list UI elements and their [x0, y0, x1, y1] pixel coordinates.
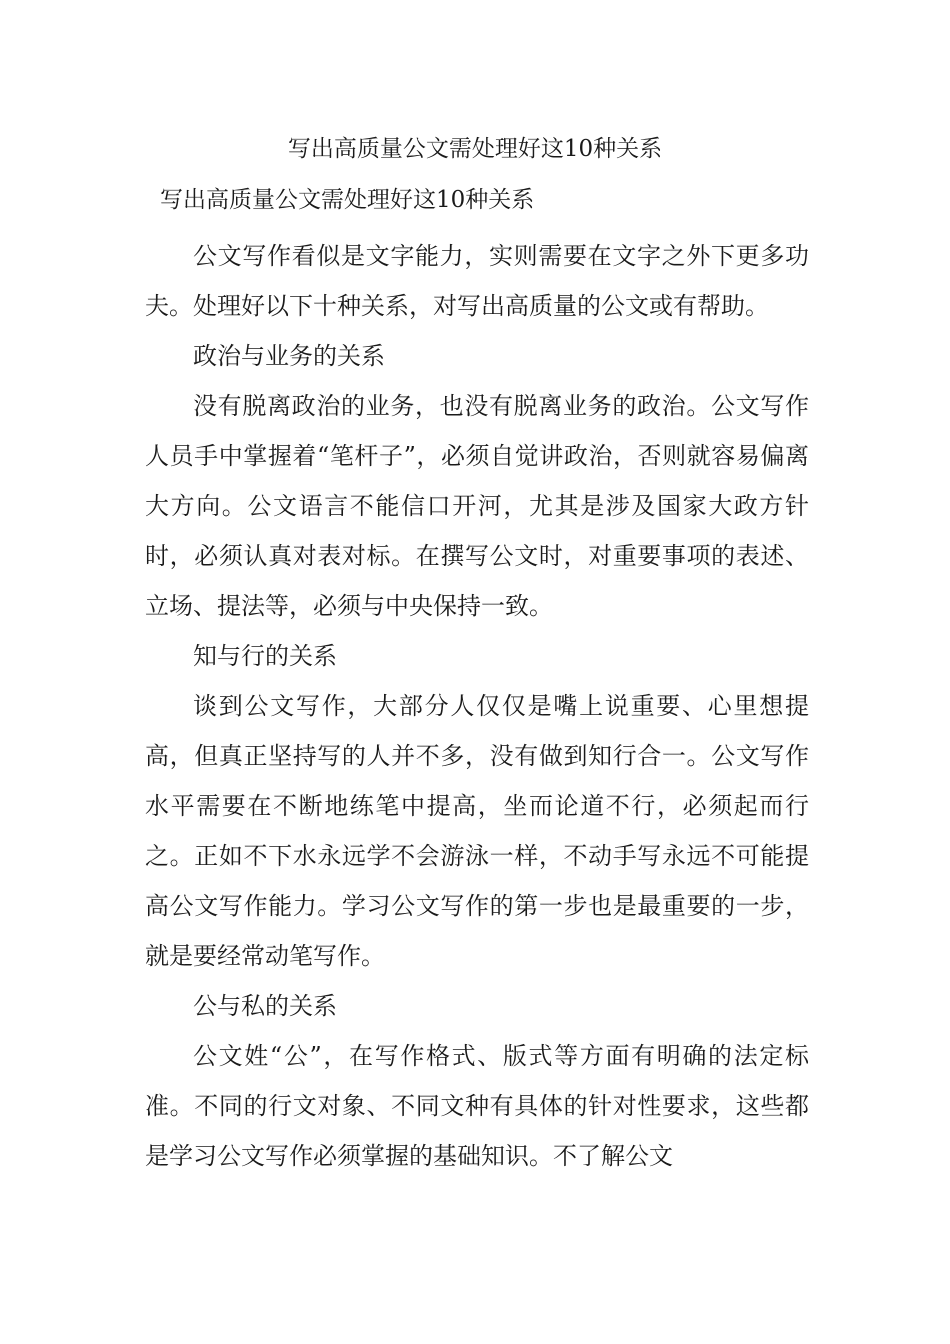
section-heading: 公与私的关系	[193, 992, 337, 1020]
intro-paragraph: 公文写作看似是文字能力，实则需要在文字之外下更多功夫。处理好以下十种关系，对写出高质量的公文或有帮助。	[145, 242, 809, 320]
section-heading: 政治与业务的关系	[193, 342, 385, 370]
body-paragraph: 公文姓“公”，在写作格式、版式等方面有明确的法定标准。不同的行文对象、不同文种有具体的针对性要求，这些都是学习公文写作必须掌握的基础知识。不了解公文	[145, 1042, 809, 1170]
document-body	[145, 231, 809, 1181]
section-heading: 知与行的关系	[193, 642, 337, 670]
body-paragraph: 没有脱离政治的业务，也没有脱离业务的政治。公文写作人员手中掌握着“笔杆子”，必须自觉讲政治，否则就容易偏离大方向。公文语言不能信口开河，尤其是涉及国家大政方针时，必须认真对表对标。在撰写公文时，对重要事项的表述、立场、提法等，必须与中央保持一致。	[145, 392, 809, 620]
document-title: 写出高质量公文需处理好这10种关系	[287, 136, 663, 162]
body-paragraph: 谈到公文写作，大部分人仅仅是嘴上说重要、心里想提高，但真正坚持写的人并不多，没有做到知行合一。公文写作水平需要在不断地练笔中提高，坐而论道不行，必须起而行之。正如不下水永远学不会游泳一样，不动手写永远不可能提高公文写作能力。学习公文写作的第一步也是最重要的一步，就是要经常动笔写作。	[145, 692, 809, 970]
document-subtitle: 写出高质量公文需处理好这10种关系	[160, 187, 535, 213]
